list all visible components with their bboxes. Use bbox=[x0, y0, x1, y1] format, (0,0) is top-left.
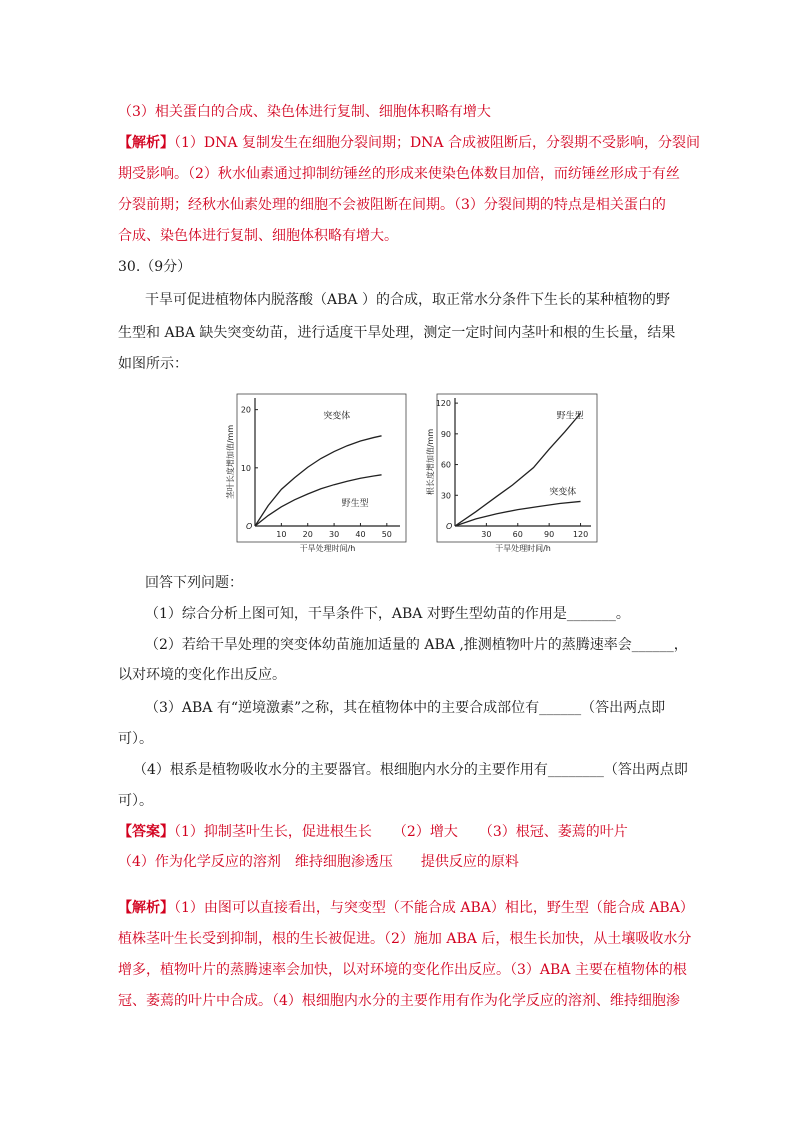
analysis-line-1 bbox=[118, 133, 700, 153]
analysis-text: （1）DNA 复制发生在细胞分裂间期；DNA 合成被阻断后，分裂期不受影响，分裂间 bbox=[174, 135, 700, 151]
analysis-line-3: 分裂前期；经秋水仙素处理的细胞不会被阻断在间期。（3）分裂间期的特点是相关蛋白的 bbox=[118, 197, 666, 213]
answer-line-1 bbox=[118, 822, 628, 842]
explanation-tag: 【解析】 bbox=[118, 900, 174, 916]
x-tick-label: 60 bbox=[512, 530, 523, 539]
y-tick-label: 20 bbox=[240, 405, 251, 415]
x-axis-label: 干旱处理时间/h bbox=[299, 544, 356, 553]
y-tick-label: 60 bbox=[440, 460, 451, 470]
explanation-line-2: 植株茎叶生长受到抑制，根的生长被促进。（2）施加 ABA 后，根生长加快，从土壤吸收水分 bbox=[118, 931, 692, 947]
x-tick-label: 90 bbox=[544, 530, 555, 539]
explanation-line-1 bbox=[118, 898, 694, 918]
answer-29-3: （3）相关蛋白的合成、染色体进行复制、细胞体积略有增大 bbox=[118, 104, 491, 120]
question-30-stem-1: 干旱可促进植物体内脱落酸（ABA ）的合成，取正常水分条件下生长的某种植物的野 bbox=[145, 292, 670, 308]
origin-label: O bbox=[446, 522, 453, 531]
x-tick-label: 30 bbox=[481, 530, 492, 539]
series-label: 突变体 bbox=[549, 487, 577, 498]
subquestion-3: （3）ABA 有“逆境激素”之称，其在植物体中的主要合成部位有______（答出两点即 bbox=[145, 700, 666, 716]
series-label: 野生型 bbox=[556, 411, 584, 422]
x-tick-label: 120 bbox=[572, 530, 589, 539]
series-line bbox=[255, 436, 382, 526]
x-tick-label: 20 bbox=[302, 530, 313, 539]
analysis-line-2: 期受影响。（2）秋水仙素通过抑制纺锤丝的形成来使染色体数目加倍，而纺锤丝形成于有丝 bbox=[118, 166, 680, 182]
subquestion-2: （2）若给干旱处理的突变体幼苗施加适量的 ABA ,推测植物叶片的蒸腾速率会______， bbox=[145, 637, 688, 653]
x-axis-label: 干旱处理时间/h bbox=[495, 544, 551, 553]
origin-label: O bbox=[246, 522, 253, 531]
series-label: 野生型 bbox=[341, 499, 369, 510]
question-30-stem-2: 生型和 ABA 缺失突变幼苗，进行适度干旱处理，测定一定时间内茎叶和根的生长量，结果 bbox=[118, 325, 676, 341]
series-label: 突变体 bbox=[323, 411, 351, 422]
subquestion-3-cont: 可）。 bbox=[118, 731, 153, 747]
explanation-text: （1）由图可以直接看出，与突变型（不能合成 ABA）相比，野生型（能合成 ABA） bbox=[174, 900, 694, 916]
y-axis-label: 根长度增加值/mm bbox=[426, 428, 435, 496]
y-tick-label: 10 bbox=[240, 463, 251, 473]
subquestion-intro: 回答下列问题： bbox=[145, 575, 243, 591]
x-tick-label: 10 bbox=[276, 530, 287, 539]
stem-leaf-chart bbox=[225, 394, 406, 553]
analysis-tag: 【解析】 bbox=[118, 135, 174, 151]
x-tick-label: 50 bbox=[381, 530, 392, 539]
growth-figure bbox=[215, 384, 610, 564]
x-tick-label: 40 bbox=[355, 530, 366, 539]
question-30-number: 30.（9分） bbox=[118, 259, 192, 275]
analysis-line-4: 合成、染色体进行复制、细胞体积略有增大。 bbox=[118, 228, 398, 244]
explanation-line-3: 增多，植物叶片的蒸腾速率会加快，以对环境的变化作出反应。（3）ABA 主要在植物体的根 bbox=[118, 962, 687, 978]
explanation-line-4: 冠、萎蔫的叶片中合成。（4）根细胞内水分的主要作用有作为化学反应的溶剂、维持细胞渗 bbox=[118, 993, 680, 1009]
subquestion-4-cont: 可）。 bbox=[118, 793, 153, 809]
subquestion-1: （1）综合分析上图可知，干旱条件下，ABA 对野生型幼苗的作用是_______。 bbox=[145, 606, 630, 622]
answer-text: （1）抑制茎叶生长，促进根生长 （2）增大 （3）根冠、萎蔫的叶片 bbox=[174, 824, 628, 840]
x-tick-label: 30 bbox=[328, 530, 340, 539]
subquestion-4: （4）根系是植物吸收水分的主要器官。根细胞内水分的主要作用有________（答出两点即 bbox=[133, 762, 688, 778]
y-tick-label: 30 bbox=[440, 491, 451, 501]
question-30-stem-3: 如图所示： bbox=[118, 356, 188, 372]
answer-line-2: （4）作为化学反应的溶剂 维持细胞渗透压 提供反应的原料 bbox=[118, 854, 519, 870]
y-tick-label: 90 bbox=[440, 429, 451, 439]
root-chart bbox=[425, 394, 597, 553]
y-axis-label: 茎叶长度增加值/mm bbox=[226, 424, 235, 500]
y-tick-label: 120 bbox=[435, 399, 451, 409]
subquestion-2-cont: 以对环境的变化作出反应。 bbox=[118, 667, 286, 683]
answer-tag: 【答案】 bbox=[118, 824, 174, 840]
